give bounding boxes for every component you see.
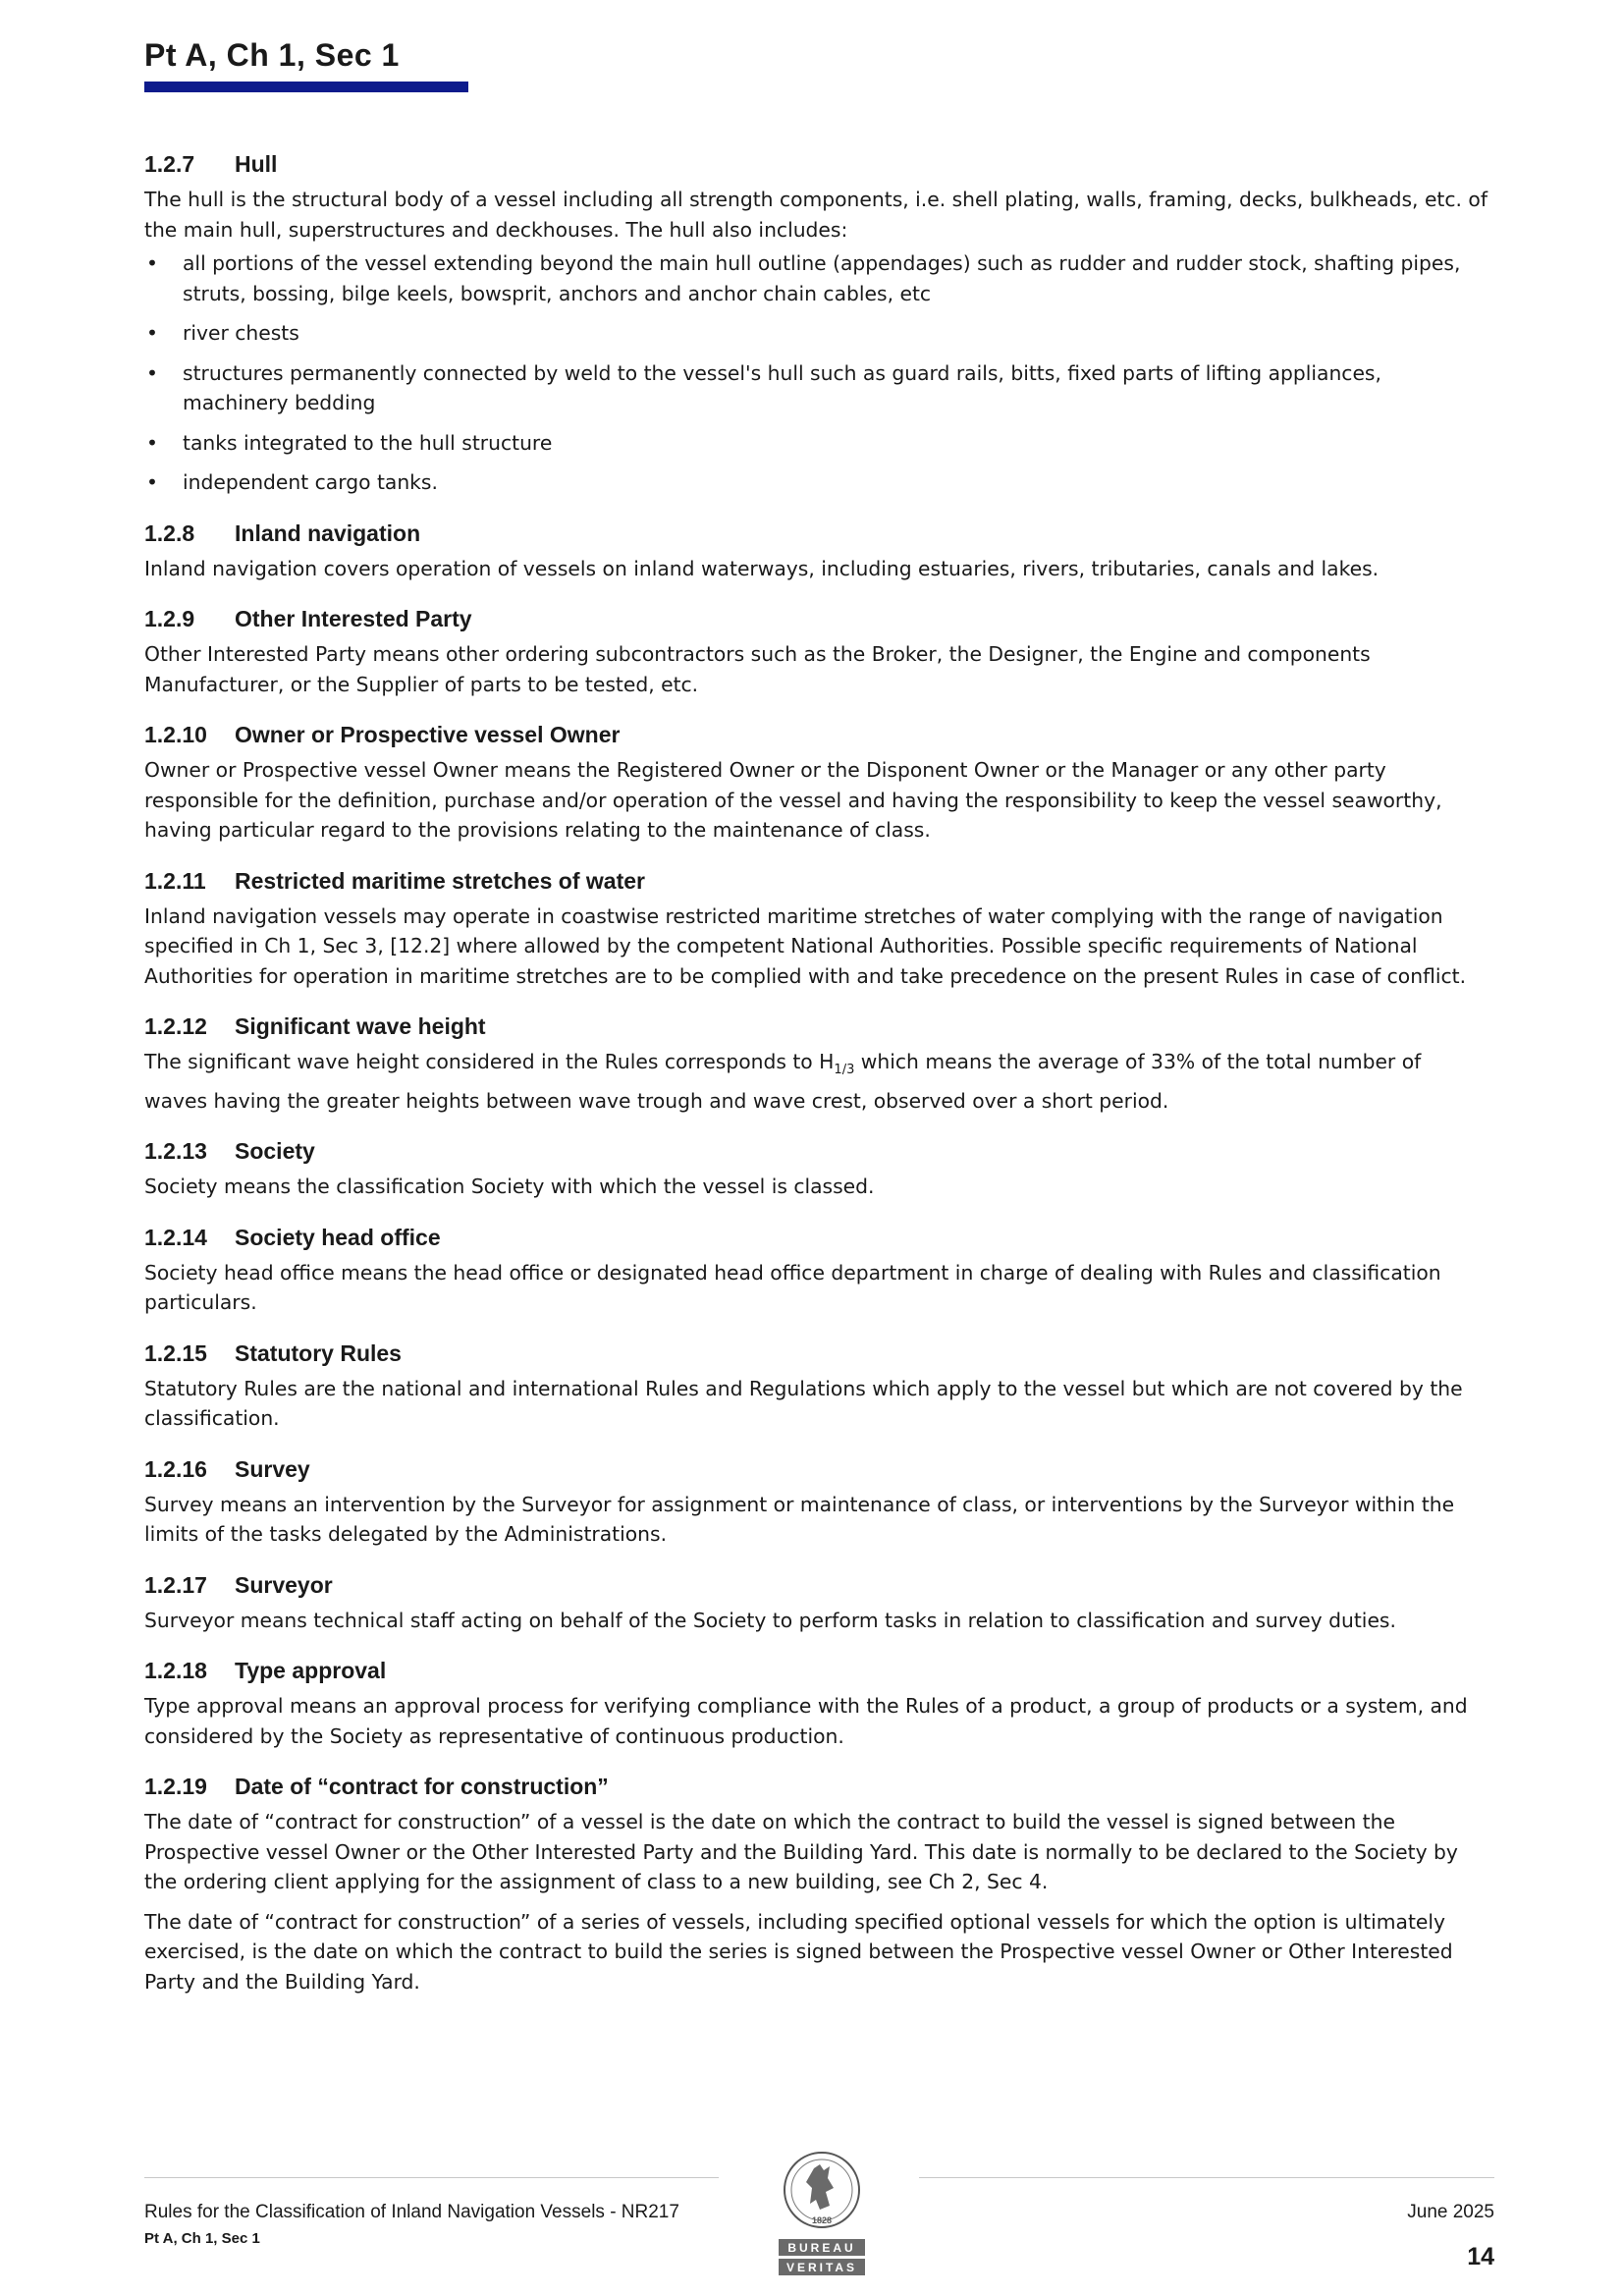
section-number: 1.2.13: [144, 1138, 207, 1165]
section-title: Other Interested Party: [235, 606, 472, 631]
footer-document-title: Rules for the Classification of Inland Navigation Vessels - NR217: [144, 2202, 679, 2222]
section-text: Other Interested Party means other ordering subcontractors such as the Broker, the Designer, the Engine and components Manufacturer, or the Supplier of parts to be tested, etc.: [144, 642, 1371, 696]
list-item: • structures permanently connected by weld to the vessel's hull such as guard rails, bitts, fixed parts of lifting appliances, machinery bedding: [144, 358, 1489, 418]
section-1-2-10: [144, 720, 1489, 846]
section-title: Society: [235, 1138, 315, 1165]
list-item: • river chests: [144, 318, 1489, 349]
header-rule: [144, 82, 468, 92]
section-heading: [144, 149, 1489, 179]
section-number: 1.2.14: [144, 1224, 207, 1250]
subscript: 1/3: [834, 1063, 855, 1078]
section-title: Hull: [235, 151, 278, 177]
bullet-icon: •: [146, 321, 158, 345]
section-text: The date of “contract for construction” of a vessel is the date on which the contract to build the vessel is signed between the Prospective vessel Owner or the Other Interested Party and the Building Yard. This date is normally to be declared to the Society by the ordering client applying for the assignment of class to a new building, see Ch 2, Sec 4.: [144, 1810, 1458, 1894]
section-1-2-15: [144, 1339, 1489, 1434]
section-1-2-9: [144, 604, 1489, 699]
section-heading: [144, 1772, 1489, 1801]
section-title: Statutory Rules: [235, 1339, 402, 1366]
section-1-2-16: [144, 1454, 1489, 1550]
footer-date: June 2025: [1407, 2202, 1494, 2222]
section-heading: [144, 1223, 1489, 1252]
section-heading: [144, 604, 1489, 633]
section-heading: [144, 519, 1489, 548]
list-item: • all portions of the vessel extending beyond the main hull outline (appendages) such as rudder and rudder stock, shafting pipes, struts, bossing, bilge keels, bowsprit, anchors and anchor chain cables, etc: [144, 248, 1489, 308]
section-text: Society head office means the head office or designated head office department in charge of dealing with Rules and classification particulars.: [144, 1260, 1441, 1315]
section-number: 1.2.17: [144, 1571, 207, 1598]
bullet-icon: •: [146, 360, 158, 385]
section-title: Type approval: [235, 1658, 387, 1684]
list-item: • tanks integrated to the hull structure: [144, 428, 1489, 459]
section-title: Significant wave height: [235, 1013, 486, 1039]
section-text: Inland navigation covers operation of vessels on inland waterways, including estuaries, rivers, tributaries, canals and lakes.: [144, 556, 1380, 580]
section-title: Inland navigation: [235, 519, 421, 546]
section-title: Owner or Prospective vessel Owner: [235, 722, 621, 747]
section-1-2-7: [144, 149, 1489, 498]
list-item: • independent cargo tanks.: [144, 467, 1489, 498]
section-number: 1.2.18: [144, 1658, 207, 1684]
logo-text-veritas: VERITAS: [785, 2261, 858, 2274]
section-number: 1.2.15: [144, 1339, 207, 1366]
section-title: Society head office: [235, 1224, 441, 1250]
section-number: 1.2.11: [144, 867, 206, 894]
section-heading: [144, 866, 1489, 896]
section-heading: [144, 720, 1489, 749]
section-text: Society means the classification Society with which the vessel is classed.: [144, 1175, 875, 1199]
page-header-title: Pt A, Ch 1, Sec 1: [144, 37, 400, 73]
section-text: The hull is the structural body of a vessel including all strength components, i.e. shell plating, walls, framing, decks, bulkheads, etc. of the main hull, superstructures and deckhouses. The hull also includes:: [144, 188, 1488, 242]
section-1-2-17: [144, 1570, 1489, 1636]
section-number: 1.2.7: [144, 151, 195, 177]
section-1-2-18: [144, 1656, 1489, 1751]
document-body: [144, 149, 1489, 2017]
bullet-icon: •: [146, 470, 158, 494]
section-title: Restricted maritime stretches of water: [235, 867, 645, 894]
section-1-2-19: [144, 1772, 1489, 1996]
section-heading: [144, 1011, 1489, 1041]
section-title: Surveyor: [235, 1571, 333, 1598]
section-1-2-13: [144, 1136, 1489, 1202]
section-title: Survey: [235, 1455, 310, 1482]
logo-year: 1828: [811, 2215, 833, 2225]
section-text: Owner or Prospective vessel Owner means the Registered Owner or the Disponent Owner or the Manager or any other party responsible for the definition, purchase and/or operation of the vessel and having the responsibility to keep the vessel seaworthy, having particular regard to the provisions relating to the maintenance of class.: [144, 758, 1442, 842]
section-number: 1.2.16: [144, 1455, 207, 1482]
section-number: 1.2.19: [144, 1774, 207, 1800]
bullet-icon: •: [146, 430, 158, 455]
section-1-2-12: [144, 1011, 1489, 1116]
section-number: 1.2.12: [144, 1013, 207, 1039]
section-number: 1.2.9: [144, 606, 195, 631]
section-1-2-14: [144, 1223, 1489, 1318]
logo-text-bureau: BUREAU: [787, 2241, 856, 2255]
section-text: The significant wave height considered in the Rules corresponds to $H_{1/3}$ which means the average of 33% of the total number of waves having the greater heights between wave trough and wave crest, observed over a short period.: [144, 1050, 1422, 1113]
section-number: 1.2.8: [144, 519, 195, 546]
section-text: Survey means an intervention by the Surveyor for assignment or maintenance of class, or interventions by the Surveyor within the limits of the tasks delegated by the Administrations.: [144, 1492, 1455, 1547]
section-heading: [144, 1570, 1489, 1600]
section-text: Inland navigation vessels may operate in coastwise restricted maritime stretches of water complying with the range of navigation specified in Ch 1, Sec 3, [12.2] where allowed by the competent National Authorities. Possible specific requirements of National Authorities for operation in maritime stretches are to be complied with and take precedence on the present Rules in case of conflict.: [144, 903, 1467, 988]
section-text: Surveyor means technical staff acting on behalf of the Society to perform tasks in relation to classification and survey duties.: [144, 1608, 1396, 1632]
section-text: The date of “contract for construction” of a series of vessels, including specified optional vessels for which the option is ultimately exercised, is the date on which the contract to build the series is signed between the Prospective vessel Owner or Other Interested Party and the Building Yard.: [144, 1909, 1453, 1994]
section-title: Date of “contract for construction”: [235, 1774, 609, 1800]
section-heading: [144, 1656, 1489, 1685]
section-1-2-11: [144, 866, 1489, 992]
footer-document-ref: Pt A, Ch 1, Sec 1: [144, 2230, 260, 2247]
section-number: 1.2.10: [144, 722, 207, 747]
bullet-list: [144, 248, 1489, 498]
section-heading: [144, 1339, 1489, 1368]
footer-rule: [919, 2177, 1494, 2178]
bullet-icon: •: [146, 251, 158, 275]
bureau-veritas-logo-icon: [775, 2149, 869, 2282]
section-text: Type approval means an approval process for verifying compliance with the Rules of a product, a group of products or a system, and considered by the Society as representative of continuous production.: [144, 1694, 1468, 1748]
section-1-2-8: [144, 519, 1489, 584]
footer-rule: [144, 2177, 719, 2178]
section-heading: [144, 1136, 1489, 1166]
page-number: 14: [1467, 2243, 1494, 2270]
section-heading: [144, 1454, 1489, 1484]
section-text: Statutory Rules are the national and international Rules and Regulations which apply to the vessel but which are not covered by the classification.: [144, 1376, 1463, 1431]
